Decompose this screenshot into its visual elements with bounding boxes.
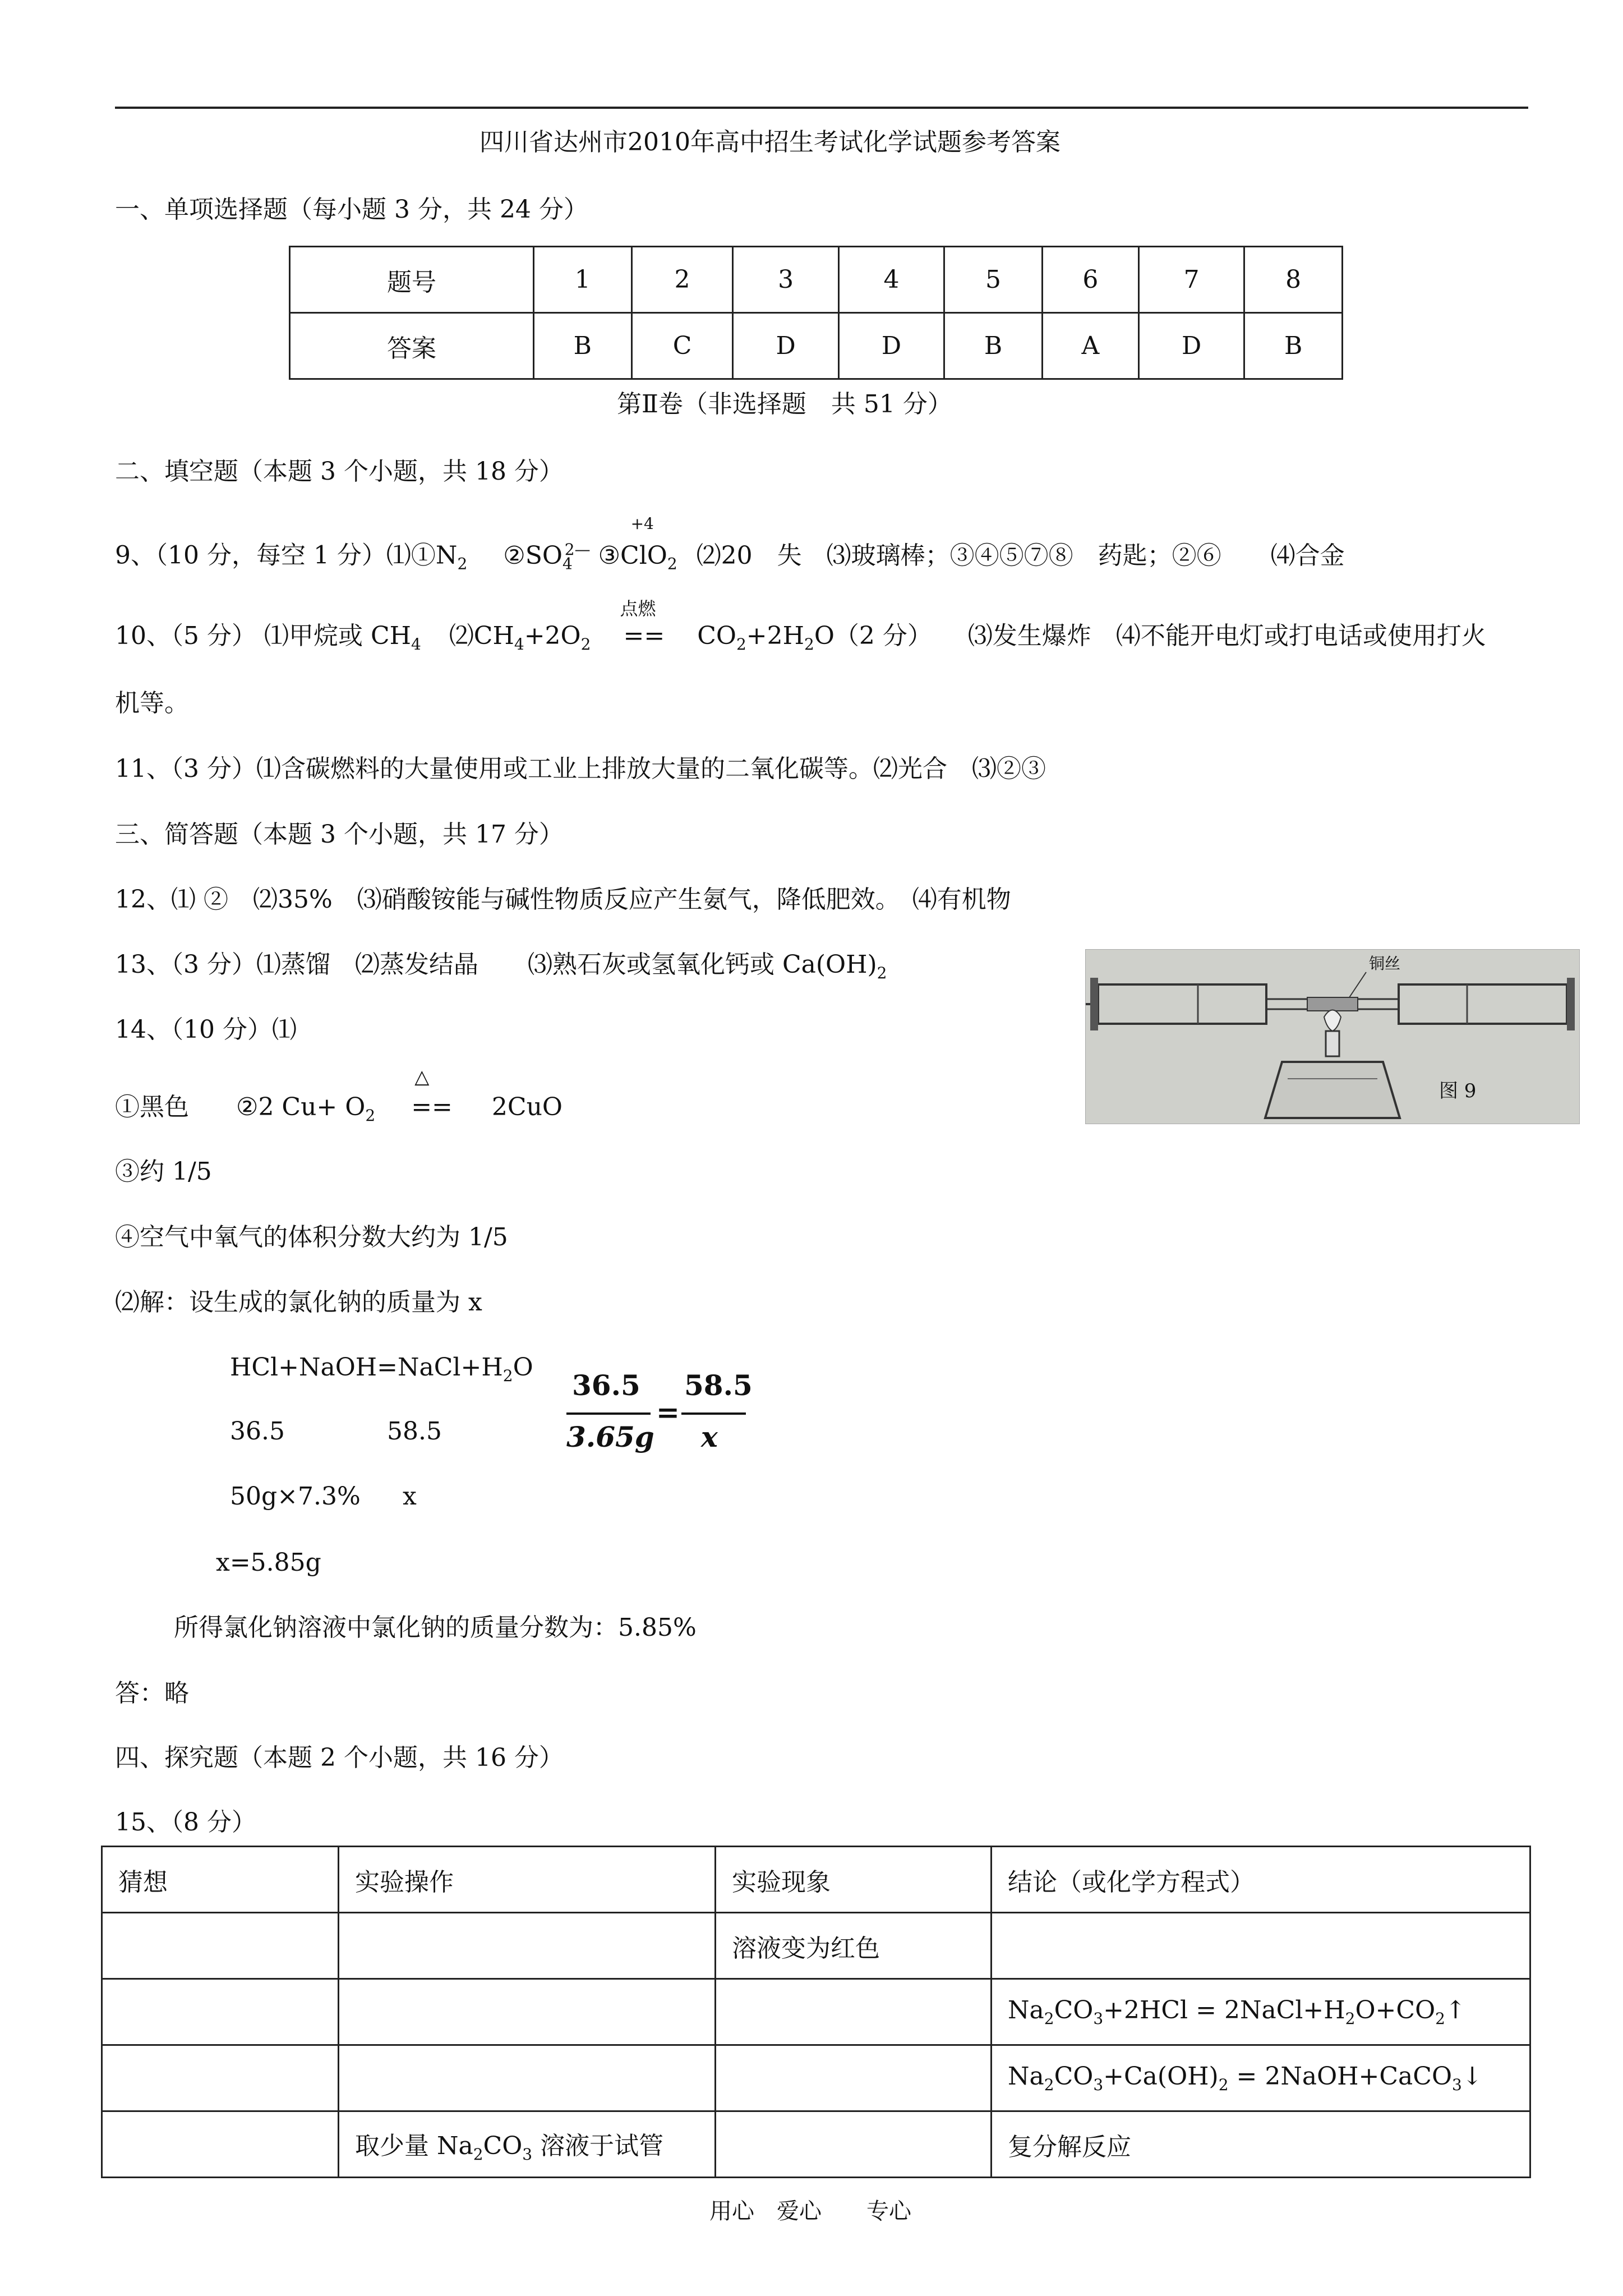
question-9 (115, 514, 1345, 573)
table-cell: 溶液变为红色 (716, 1913, 992, 1979)
question-14-heading: 14、（10 分）⑴ (115, 1015, 297, 1044)
q9-part-a: 9、（10 分，每空 1 分）⑴①N (115, 541, 458, 570)
q10-part-c2: +2H (746, 622, 804, 650)
reaction-equation (230, 1353, 533, 1385)
subscript: 3 (1093, 2075, 1104, 2094)
molar-mass-nacl: 58.5 (387, 1417, 442, 1446)
q10-part-c3: O（2 分） (814, 622, 932, 650)
q9-part-d: ⑵20 失 ⑶玻璃棒；③④⑤⑦⑧ 药匙；②⑥ ⑷合金 (696, 541, 1345, 570)
table-cell (339, 2045, 716, 2111)
reaction-arrow (620, 598, 665, 650)
formula-part: Na (1008, 1996, 1044, 2025)
q14-answer: 答：略 (115, 1679, 189, 1708)
equals-sign: == (411, 1093, 453, 1121)
table-cell: 答案 (290, 313, 534, 379)
subscript: 2 (804, 634, 814, 654)
table-row (102, 1979, 1530, 2045)
q14-result: x=5.85g (216, 1548, 321, 1577)
q14-product: 2CuO (491, 1093, 562, 1121)
question-13 (115, 950, 887, 982)
table-cell: 6 (1042, 247, 1138, 313)
fraction-numerator-left: 36.5 (572, 1369, 640, 1402)
question-11: 11、（3 分）⑴含碳燃料的大量使用或工业上排放大量的二氧化碳等。⑵光合 ⑶②③ (115, 754, 1046, 783)
fraction-equals: = (656, 1396, 680, 1429)
q9-part-c-text: ③ClO (598, 541, 667, 570)
q10-part-c: CO (697, 622, 736, 650)
subscript: 2 (1044, 2075, 1054, 2094)
subscript: 2 (580, 634, 591, 654)
formula-part: = 2NaOH+CaCO (1228, 2062, 1453, 2091)
table-cell: B (1244, 313, 1343, 379)
table-cell (992, 1913, 1530, 1979)
subscript: 4 (562, 554, 573, 573)
subscript: 2 (1345, 2009, 1355, 2028)
fraction-bar-right (681, 1412, 746, 1415)
table-cell: 3 (733, 247, 838, 313)
table-cell: D (733, 313, 838, 379)
table-cell (339, 2111, 716, 2178)
q10-part-a: 10、（5 分） ⑴甲烷或 CH (115, 622, 411, 650)
subscript: 2 (457, 554, 468, 573)
section-1-heading: 一、单项选择题（每小题 3 分，共 24 分） (115, 195, 588, 224)
formula-part: 取少量 Na (355, 2131, 473, 2160)
table-row (290, 247, 1343, 313)
figure-label: 图 9 (1439, 1080, 1477, 1102)
subscript: 2 (667, 554, 677, 573)
table-cell (716, 1979, 992, 2045)
question-12: 12、⑴ ② ⑵35% ⑶硝酸铵能与碱性物质反应产生氨气，降低肥效。 ⑷有机物 (115, 885, 1011, 914)
q9-part-b: ②SO (503, 541, 562, 570)
formula-part: O+CO (1355, 1996, 1436, 2025)
molar-mass-hcl: 36.5 (230, 1417, 285, 1446)
gas-arrow: ↑ (1445, 1996, 1466, 2025)
table-cell (716, 2111, 992, 2178)
subscript: 2 (877, 963, 887, 982)
subscript: 2 (502, 1366, 513, 1385)
formula-part: +Ca(OH) (1103, 2062, 1219, 2091)
table-cell: 1 (533, 247, 631, 313)
table-cell: 8 (1244, 247, 1343, 313)
table-cell: A (1042, 313, 1138, 379)
table-cell (992, 1979, 1530, 2045)
fraction-numerator-right: 58.5 (684, 1369, 753, 1402)
subscript: 4 (514, 634, 524, 654)
table-header-cell: 猜想 (102, 1847, 339, 1913)
reaction-arrow (411, 1066, 453, 1121)
subscript: 2 (1218, 2075, 1229, 2094)
q14-item-1: ①黑色 (115, 1093, 189, 1121)
table-cell: B (533, 313, 631, 379)
table-row (290, 313, 1343, 379)
table-cell: D (1138, 313, 1244, 379)
mass-x: x (403, 1482, 417, 1511)
table-cell (102, 2045, 339, 2111)
proportion-fraction (566, 1369, 753, 1464)
table-cell: 题号 (290, 247, 534, 313)
syringe-apparatus-drawing (1086, 950, 1579, 1124)
table-cell: 7 (1138, 247, 1244, 313)
table-cell: 5 (944, 247, 1043, 313)
q14-line-3: ③约 1/5 (115, 1157, 212, 1186)
q14-item-2: ②2 Cu+ O (236, 1093, 366, 1121)
table-cell: 2 (631, 247, 733, 313)
header-rule (115, 107, 1528, 109)
formula-part: CO (1054, 1996, 1094, 2025)
section-3-heading: 三、简答题（本题 3 个小题，共 17 分） (115, 820, 564, 849)
table-cell (339, 1979, 716, 2045)
q10-part-b: ⑵CH (449, 622, 514, 650)
answer-table-1 (289, 246, 1343, 380)
formula-part: +2HCl = 2NaCl+H (1103, 1996, 1345, 2025)
subscript: 2 (1435, 2009, 1445, 2028)
q13-text: 13、（3 分）⑴蒸馏 ⑵蒸发结晶 ⑶熟石灰或氢氧化钙或 Ca(OH) (115, 950, 877, 979)
fraction-denominator-right: x (701, 1420, 718, 1453)
table-row (102, 2045, 1530, 2111)
table-cell: 复分解反应 (992, 2111, 1530, 2178)
table-row (102, 1847, 1530, 1913)
table-header-cell: 结论（或化学方程式） (992, 1847, 1530, 1913)
q9-part-c (598, 514, 667, 570)
figure-caption-copper-wire: 铜丝 (1369, 954, 1401, 973)
equals-sign: == (623, 622, 665, 650)
subscript: 2 (1044, 2009, 1054, 2028)
subscript: 2 (473, 2145, 483, 2164)
table-cell: D (838, 313, 944, 379)
precipitate-arrow: ↓ (1461, 2062, 1483, 2091)
q10-part-d: ⑶发生爆炸 ⑷不能开电灯或打电话或使用打火 (967, 622, 1486, 650)
page-title: 四川省达州市2010年高中招生考试化学试题参考答案 (479, 128, 1061, 157)
subscript: 3 (522, 2145, 533, 2164)
part-2-title: 第Ⅱ卷（非选择题 共 51 分） (617, 390, 952, 418)
q14-line-4: ④空气中氧气的体积分数大约为 1/5 (115, 1223, 508, 1251)
table-cell (992, 2045, 1530, 2111)
table-cell (339, 1913, 716, 1979)
subscript: 3 (1093, 2009, 1104, 2028)
section-2-heading: 二、填空题（本题 3 个小题，共 18 分） (115, 457, 564, 486)
subscript: 3 (1452, 2075, 1462, 2094)
table-header-cell: 实验现象 (716, 1847, 992, 1913)
fraction-denominator-left: 3.65g (566, 1420, 654, 1453)
question-10 (115, 598, 1486, 654)
reaction-condition: 点燃 (620, 598, 656, 619)
subscript: 2 (736, 634, 746, 654)
table-cell: B (944, 313, 1043, 379)
superscript: 2— (564, 540, 591, 559)
q10-continuation: 机等。 (115, 689, 189, 717)
table-row (102, 2111, 1530, 2178)
figure-9-apparatus (1085, 949, 1580, 1124)
table-cell (716, 2045, 992, 2111)
subscript: 2 (365, 1106, 376, 1125)
q14-conclusion: 所得氯化钠溶液中氯化钠的质量分数为：5.85% (174, 1613, 697, 1642)
equation-text: HCl+NaOH=NaCl+H (230, 1353, 503, 1382)
q10-part-b2: +2O (524, 622, 581, 650)
equation-end: O (513, 1353, 533, 1382)
table-cell (102, 1913, 339, 1979)
table-header-cell: 实验操作 (339, 1847, 716, 1913)
table-cell: C (631, 313, 733, 379)
formula-part: 溶液于试管 (532, 2131, 664, 2160)
page-footer: 用心 爱心 专心 (709, 2198, 911, 2224)
q14-line-1 (115, 1066, 562, 1125)
heat-symbol: △ (414, 1066, 430, 1088)
table-cell (102, 2111, 339, 2178)
fraction-bar-left (566, 1412, 651, 1415)
table-cell: 4 (838, 247, 944, 313)
question-15: 15、（8 分） (115, 1808, 256, 1837)
formula-part: CO (1054, 2062, 1094, 2091)
mass-hcl: 50g×7.3% (230, 1482, 361, 1511)
experiment-table (101, 1846, 1531, 2178)
formula-part: Na (1008, 2062, 1044, 2091)
table-row (102, 1913, 1530, 1979)
q14-line-5: ⑵解：设生成的氯化钠的质量为 x (115, 1288, 482, 1317)
formula-part: CO (483, 2131, 523, 2160)
subscript: 4 (411, 634, 421, 654)
table-cell (102, 1979, 339, 2045)
section-4-heading: 四、探究题（本题 2 个小题，共 16 分） (115, 1743, 564, 1772)
oxidation-state: +4 (630, 514, 654, 533)
